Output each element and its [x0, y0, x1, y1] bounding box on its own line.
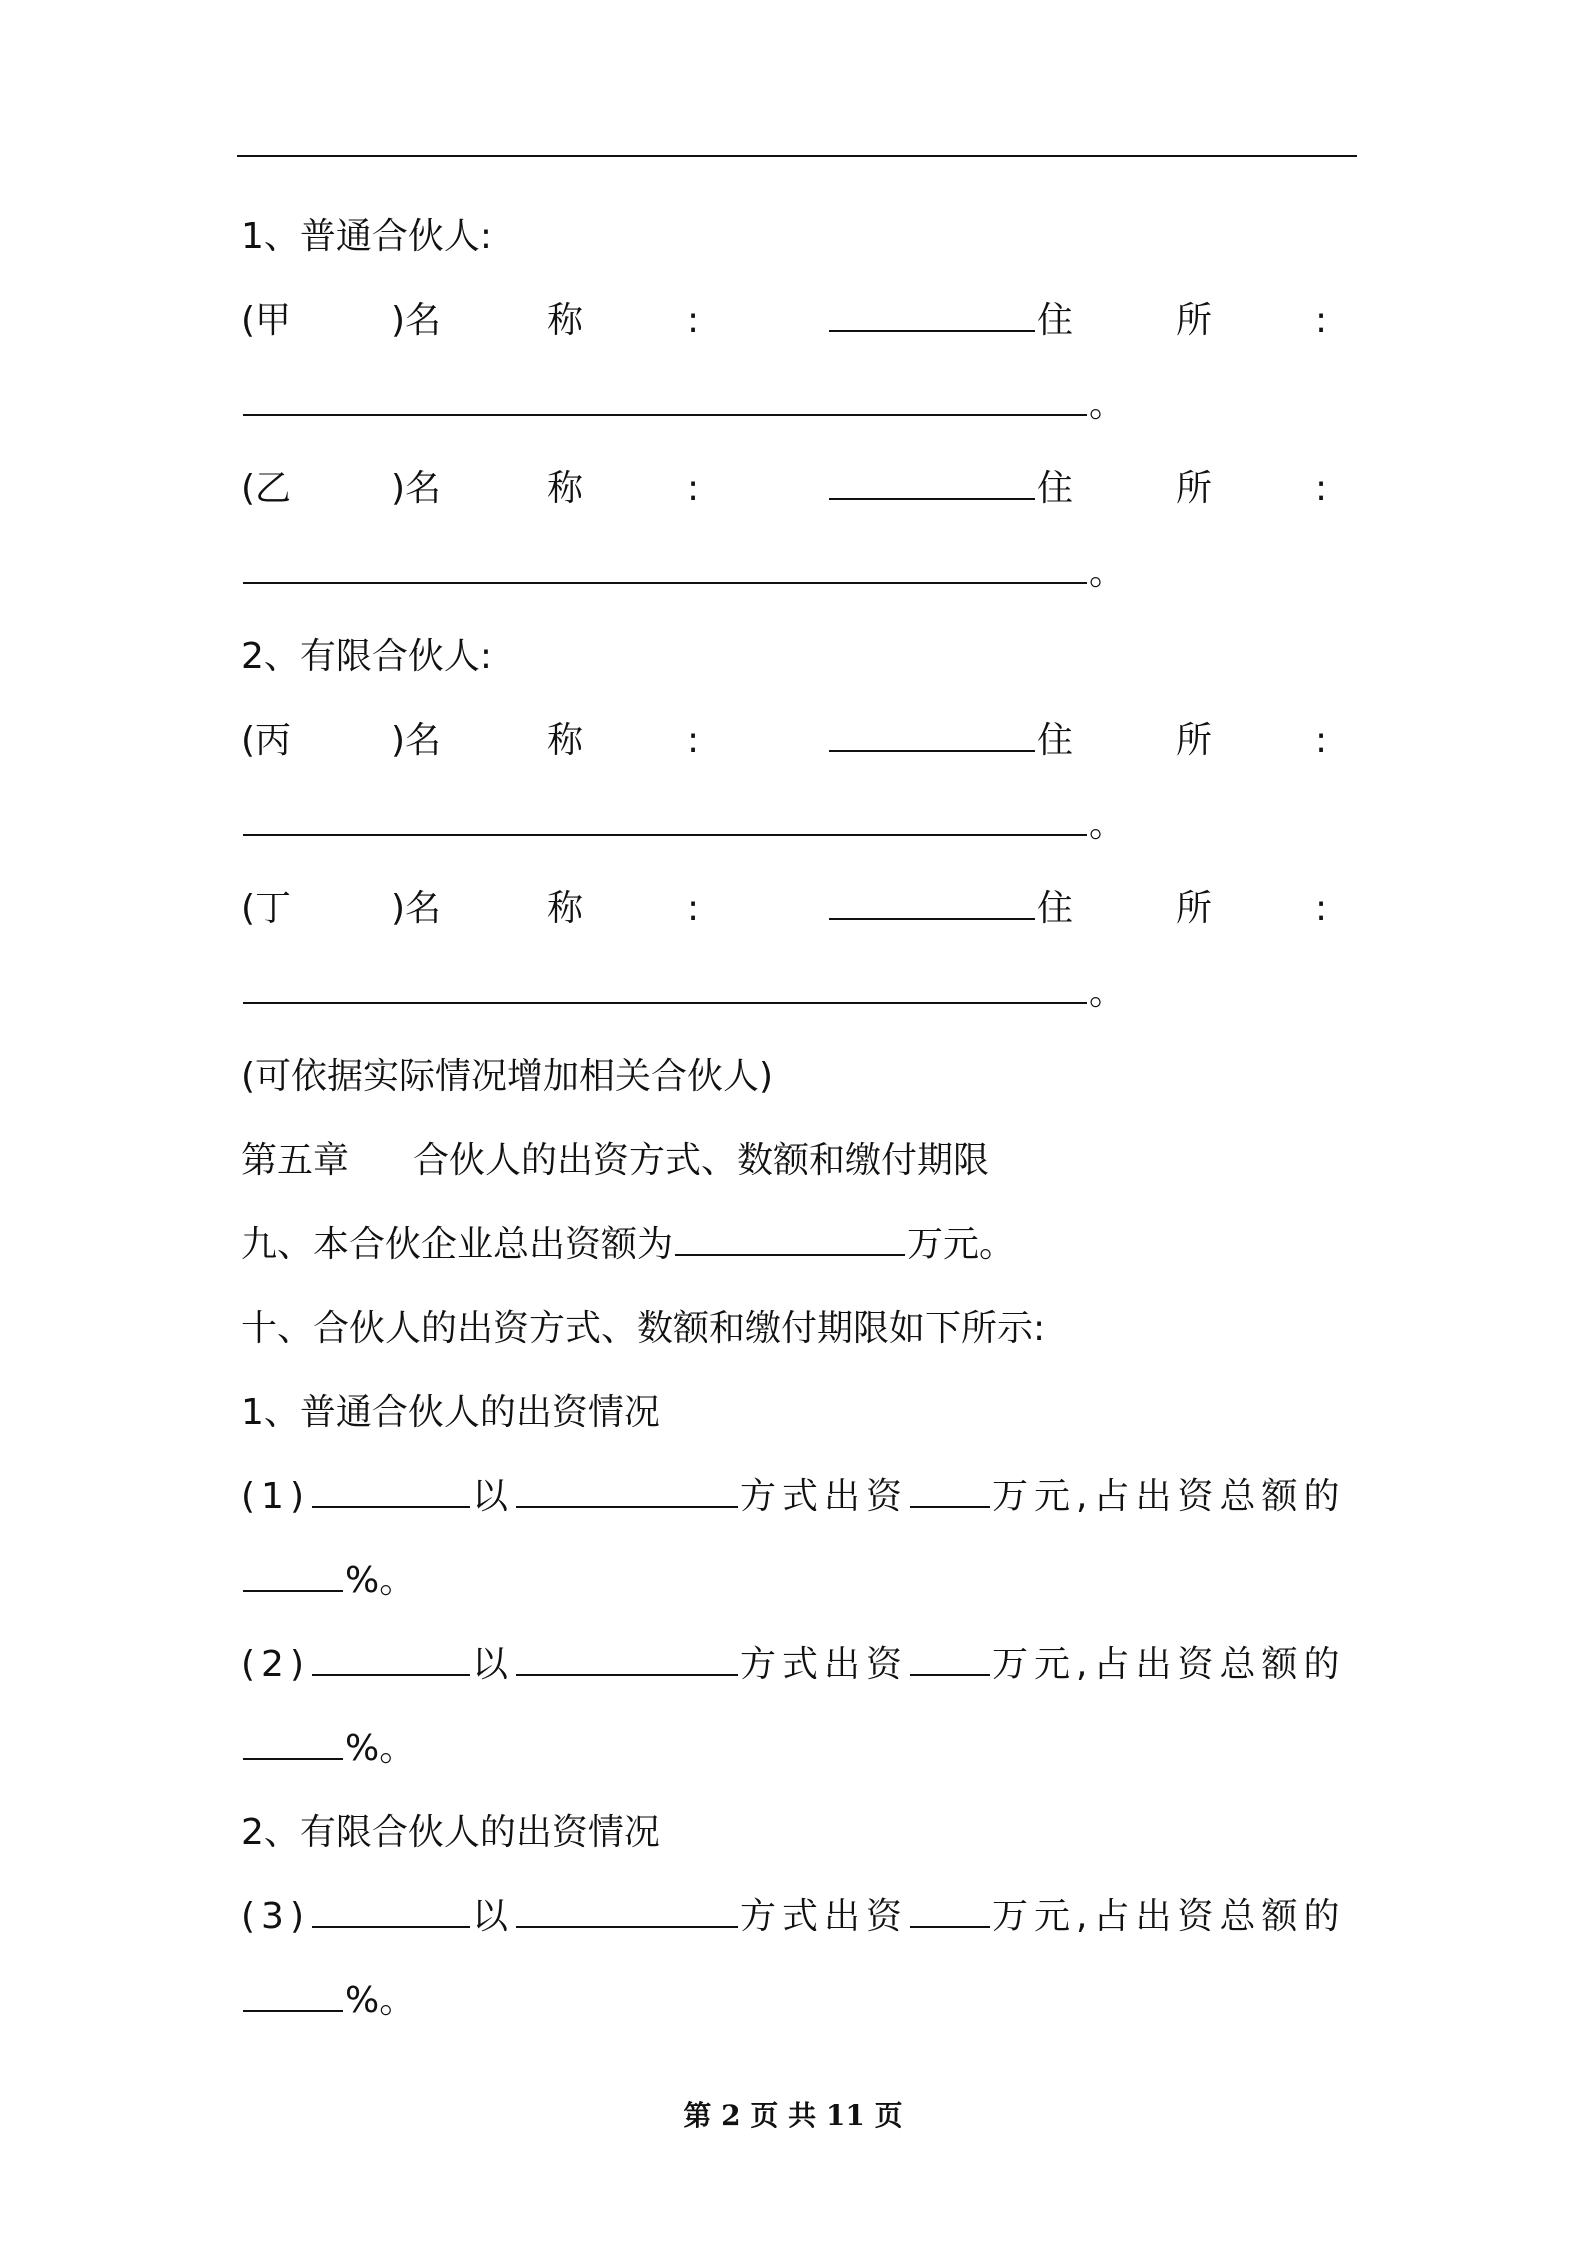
page-footer: 第 2 页 共 11 页: [683, 2099, 903, 2132]
address-blank[interactable]: [243, 833, 1087, 836]
party-row: [241, 447, 1357, 531]
contrib-percent-line: %。: [241, 1959, 1357, 2043]
address-colon: :: [1315, 720, 1328, 761]
address-fill-line: 。: [241, 531, 1357, 615]
partner-blank[interactable]: [312, 1673, 470, 1676]
address-colon: :: [1315, 300, 1328, 341]
address-label-a: 住: [1037, 720, 1074, 761]
address-blank[interactable]: [243, 1001, 1087, 1004]
party-id: (丁: [241, 888, 292, 929]
address-blank[interactable]: [243, 413, 1087, 416]
contrib-num: (2): [241, 1644, 310, 1685]
party-row: [241, 279, 1357, 363]
name-label-a: )名: [391, 888, 442, 929]
name-blank[interactable]: [829, 329, 1035, 332]
name-blank[interactable]: [829, 749, 1035, 752]
method-blank[interactable]: [516, 1673, 738, 1676]
percent-blank[interactable]: [243, 1589, 343, 1592]
header-rule: [237, 155, 1357, 157]
name-colon: :: [687, 468, 700, 509]
name-colon: :: [687, 300, 700, 341]
party-row: [241, 867, 1357, 951]
address-fill-line: 。: [241, 951, 1357, 1035]
contrib-percent-line: %。: [241, 1539, 1357, 1623]
address-label-a: 住: [1037, 300, 1074, 341]
address-colon: :: [1315, 468, 1328, 509]
limited-partner-heading: 2、有限合伙人:: [241, 636, 493, 677]
contrib-num: (3): [241, 1896, 310, 1937]
name-label-b: 称: [547, 888, 584, 929]
clause-nine: 九、本合伙企业总出资额为 万元。: [241, 1224, 1016, 1265]
contrib-item: (2) 以 方式出资 万元,占出资总额的: [241, 1644, 1346, 1685]
general-contrib-heading: 1、普通合伙人的出资情况: [241, 1392, 660, 1433]
party-id: (丙: [241, 720, 292, 761]
address-blank[interactable]: [243, 581, 1087, 584]
clause-ten: 十、合伙人的出资方式、数额和缴付期限如下所示:: [241, 1308, 1046, 1349]
party-id: (乙: [241, 468, 292, 509]
address-label-b: 所: [1176, 888, 1213, 929]
method-blank[interactable]: [516, 1925, 738, 1928]
name-label-a: )名: [391, 468, 442, 509]
total-capital-blank[interactable]: [675, 1253, 905, 1256]
address-fill-line: 。: [241, 783, 1357, 867]
name-label-a: )名: [391, 720, 442, 761]
address-label-b: 所: [1176, 720, 1213, 761]
address-label-b: 所: [1176, 468, 1213, 509]
party-id: (甲: [241, 300, 292, 341]
amount-blank[interactable]: [910, 1925, 990, 1928]
chapter-title: [241, 1119, 1357, 1203]
contrib-num: (1): [241, 1476, 310, 1517]
name-blank[interactable]: [829, 497, 1035, 500]
chapter-number: 第五章: [241, 1140, 350, 1181]
partner-blank[interactable]: [312, 1505, 470, 1508]
document-page: [241, 195, 1357, 2043]
amount-blank[interactable]: [910, 1673, 990, 1676]
address-label-b: 所: [1176, 300, 1213, 341]
name-blank[interactable]: [829, 917, 1035, 920]
contrib-item: (1) 以 方式出资 万元,占出资总额的: [241, 1476, 1346, 1517]
name-colon: :: [687, 888, 700, 929]
name-label-a: )名: [391, 300, 442, 341]
method-blank[interactable]: [516, 1505, 738, 1508]
percent-blank[interactable]: [243, 1757, 343, 1760]
name-label-b: 称: [547, 720, 584, 761]
contrib-percent-line: %。: [241, 1707, 1357, 1791]
amount-blank[interactable]: [910, 1505, 990, 1508]
name-label-b: 称: [547, 468, 584, 509]
party-row: [241, 699, 1357, 783]
chapter-text: 合伙人的出资方式、数额和缴付期限: [413, 1140, 990, 1181]
general-partner-heading: 1、普通合伙人:: [241, 216, 493, 257]
contrib-item: (3) 以 方式出资 万元,占出资总额的: [241, 1896, 1346, 1937]
address-label-a: 住: [1037, 468, 1074, 509]
address-colon: :: [1315, 888, 1328, 929]
name-label-b: 称: [547, 300, 584, 341]
note-add-partners: (可依据实际情况增加相关合伙人): [241, 1056, 774, 1097]
limited-contrib-heading: 2、有限合伙人的出资情况: [241, 1812, 660, 1853]
name-colon: :: [687, 720, 700, 761]
partner-blank[interactable]: [312, 1925, 470, 1928]
address-fill-line: 。: [241, 363, 1357, 447]
address-label-a: 住: [1037, 888, 1074, 929]
percent-blank[interactable]: [243, 2009, 343, 2012]
